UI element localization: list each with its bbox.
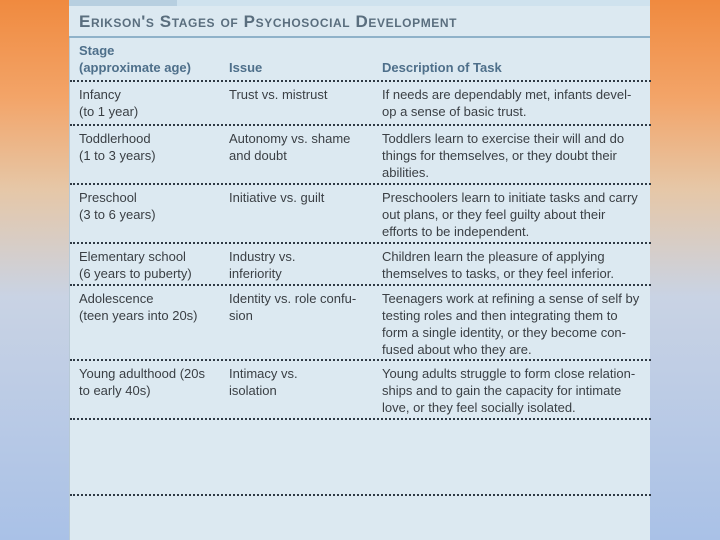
stage-cell: Preschool (3 to 6 years) bbox=[79, 190, 156, 222]
issue-cell: Industry vs. inferiority bbox=[229, 249, 296, 281]
row-separator bbox=[70, 80, 651, 82]
issue-cell: Intimacy vs. isolation bbox=[229, 366, 298, 398]
row-separator bbox=[70, 242, 651, 244]
stage-cell: Adolescence (teen years into 20s) bbox=[79, 291, 198, 323]
stages-table bbox=[69, 38, 650, 540]
issue-cell: Initiative vs. guilt bbox=[229, 190, 325, 205]
header-description: Description of Task bbox=[382, 60, 502, 75]
stage-cell: Infancy (to 1 year) bbox=[79, 87, 139, 119]
description-cell: Young adults struggle to form close relation- ships and to gain the capacity for intimate love, or they feel socially isolated. bbox=[382, 366, 636, 415]
header-issue: Issue bbox=[229, 60, 263, 75]
table-title: Erikson's Stages of Psychosocial Development bbox=[79, 12, 458, 31]
stage-cell: Elementary school (6 years to puberty) bbox=[79, 249, 192, 281]
header-stage: Stage (approximate age) bbox=[79, 43, 191, 75]
row-separator bbox=[70, 183, 651, 185]
row-separator bbox=[70, 418, 651, 420]
description-cell: Preschoolers learn to initiate tasks and carry out plans, or they feel guilty about their efforts to be independent. bbox=[382, 190, 638, 239]
row-separator bbox=[70, 284, 651, 286]
row-separator bbox=[70, 124, 651, 126]
row-separator bbox=[70, 494, 651, 496]
top-strip bbox=[69, 0, 650, 6]
description-cell: Teenagers work at refining a sense of self by testing roles and then integrating them to form a single identity, or they become con- fused about who they are. bbox=[382, 291, 640, 357]
row-separator bbox=[70, 359, 651, 361]
issue-cell: Identity vs. role confu- sion bbox=[229, 291, 357, 323]
header-row bbox=[70, 42, 651, 82]
stage-cell: Young adulthood (20s to early 40s) bbox=[79, 366, 206, 398]
description-cell: Toddlers learn to exercise their will and do things for themselves, or they doubt their abilities. bbox=[382, 131, 625, 180]
description-cell: Children learn the pleasure of applying themselves to tasks, or they feel inferior. bbox=[382, 249, 614, 281]
top-strip-mark bbox=[69, 0, 177, 6]
slide-panel bbox=[69, 0, 650, 540]
stage-cell: Toddlerhood (1 to 3 years) bbox=[79, 131, 156, 163]
issue-cell: Trust vs. mistrust bbox=[229, 87, 328, 102]
issue-cell: Autonomy vs. shame and doubt bbox=[229, 131, 351, 163]
description-cell: If needs are dependably met, infants devel- op a sense of basic trust. bbox=[382, 87, 632, 119]
